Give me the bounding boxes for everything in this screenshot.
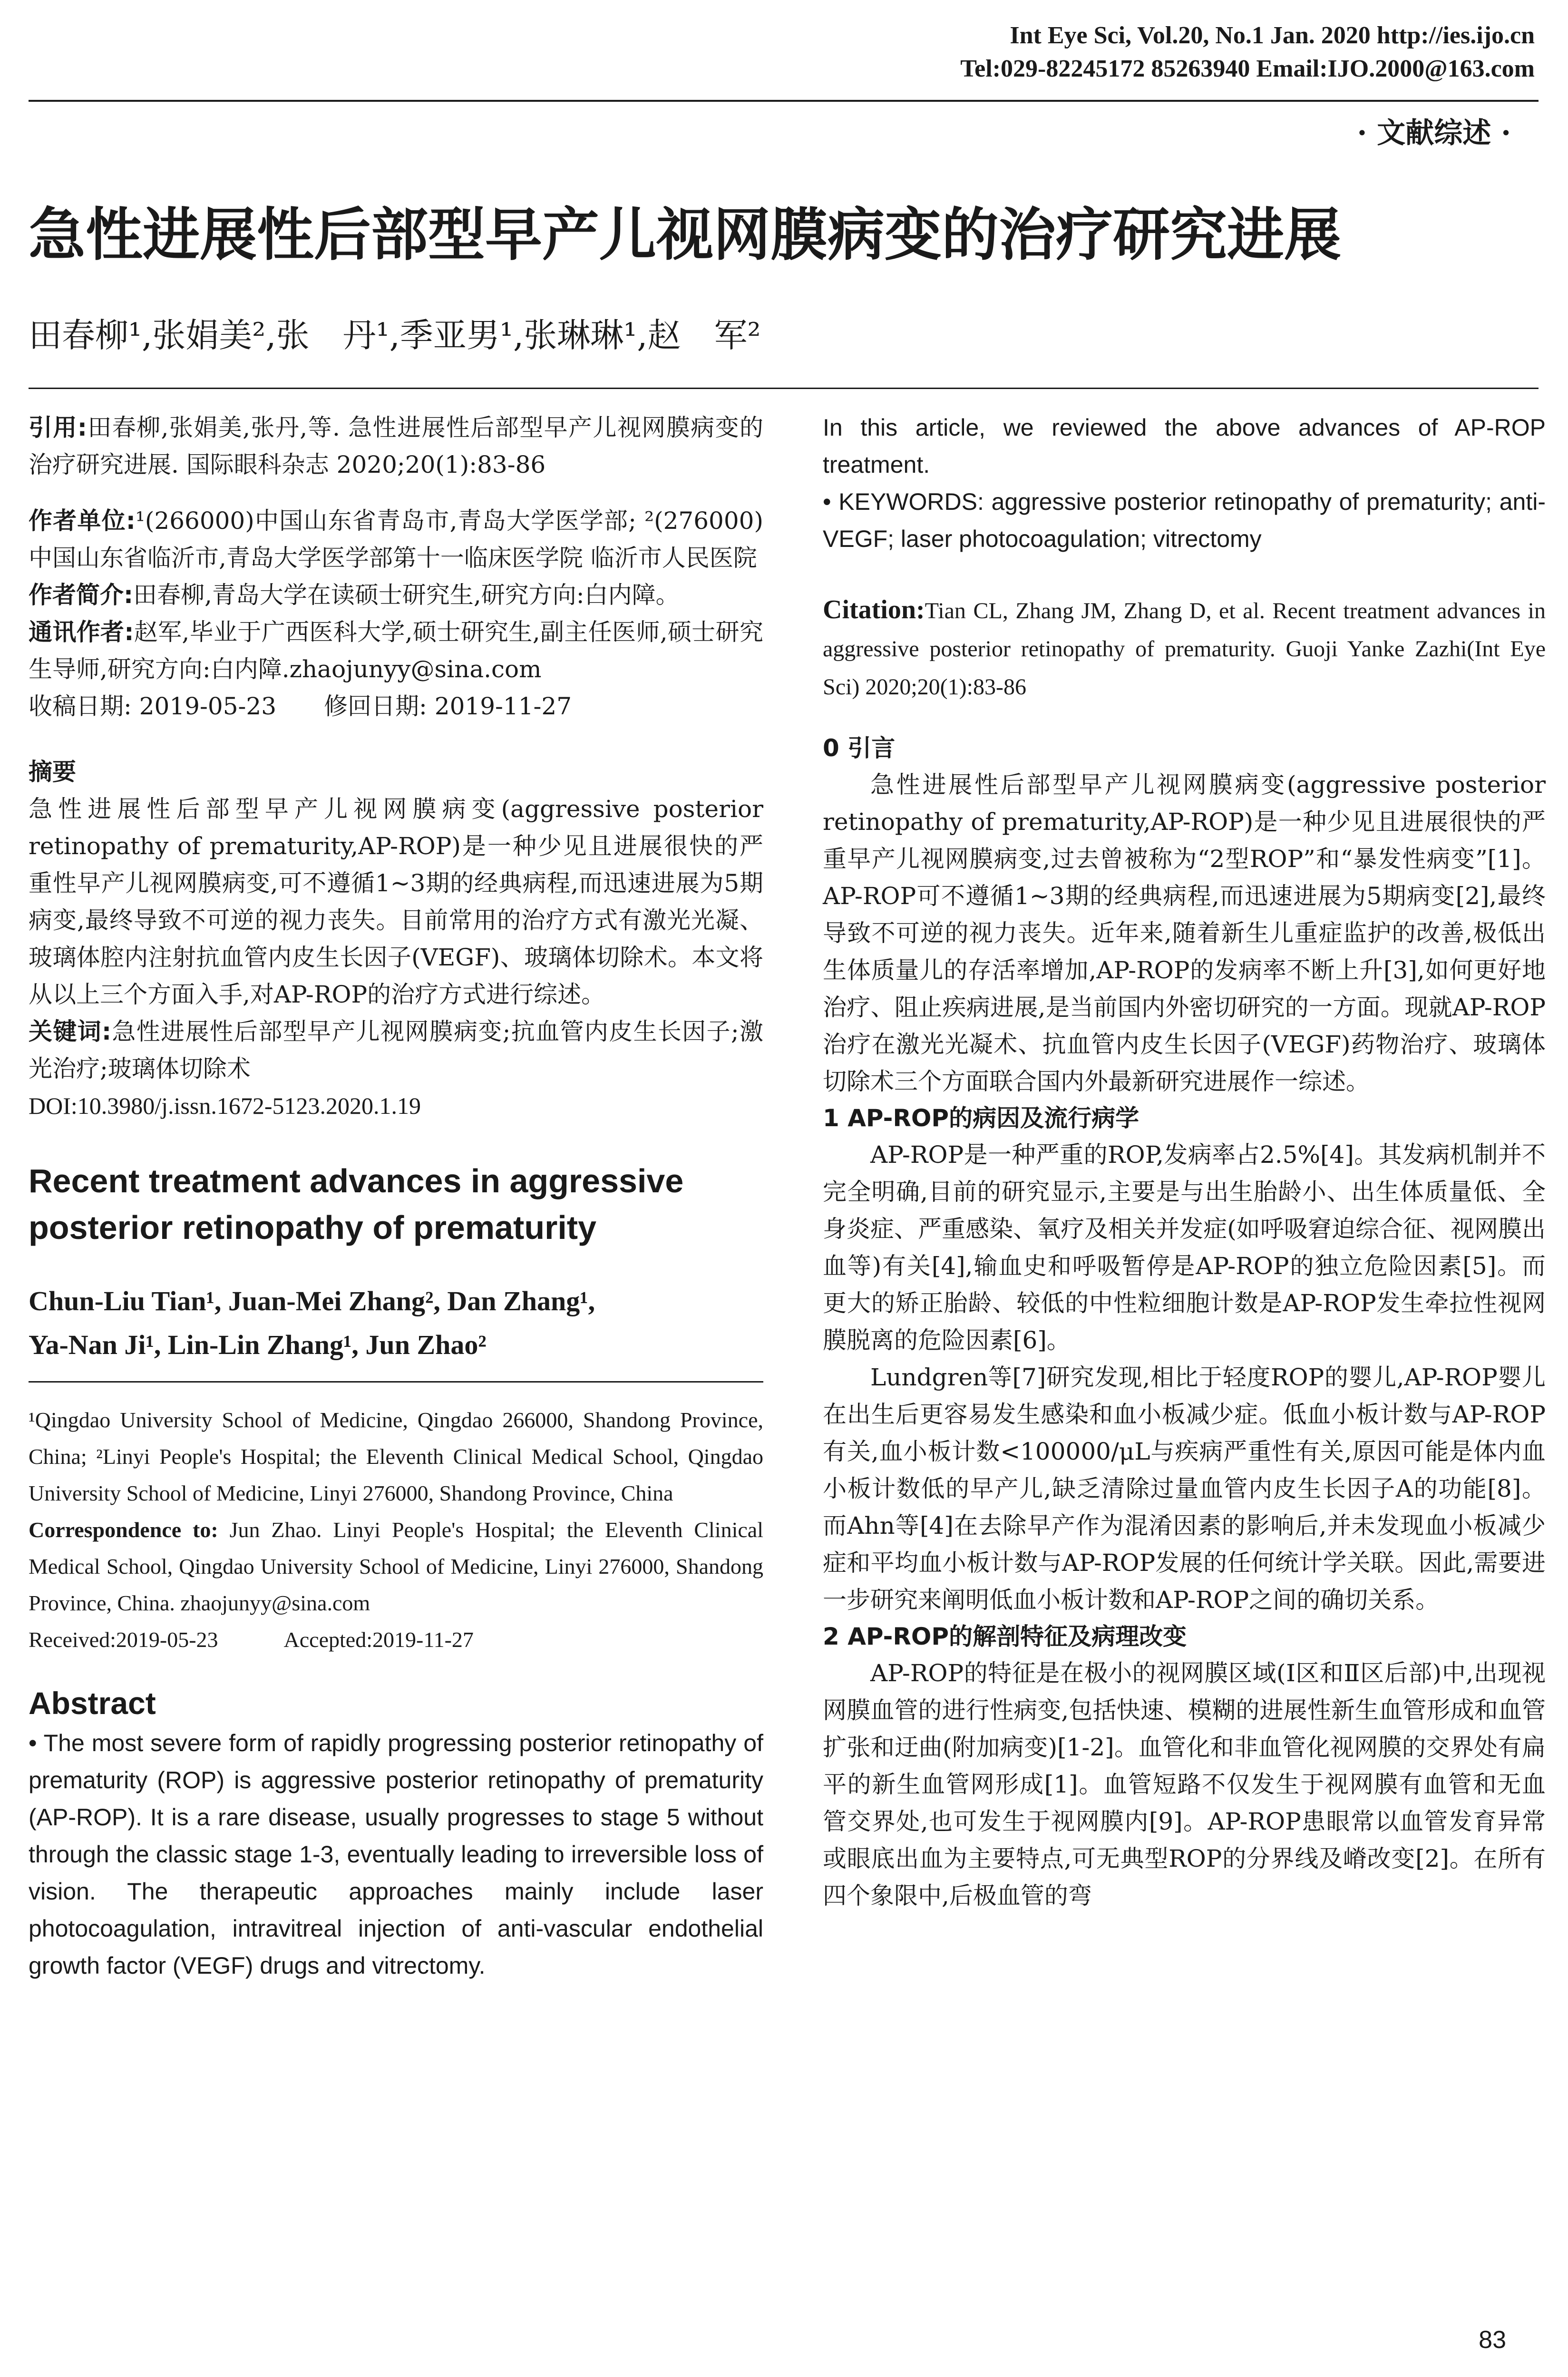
right-column: [823, 409, 1546, 1914]
page-number: 83: [1479, 2326, 1506, 2354]
affiliation-text: ¹(266000)中国山东省青岛市,青岛大学医学部; ²(276000)中国山东省临沂市,青岛大学医学部第十一临床医学院 临沂市人民医院: [29, 507, 763, 572]
title-rule: [29, 388, 1539, 389]
citation-text: 田春柳,张娟美,张丹,等. 急性进展性后部型早产儿视网膜病变的治疗研究进展. 国际眼科杂志 2020;20(1):83-86: [29, 414, 763, 478]
english-title: Recent treatment advances in aggressive posterior retinopathy of prematurity: [29, 1162, 684, 1246]
citation-en: [823, 591, 1546, 706]
corresponding-author: [29, 614, 763, 688]
journal-header-line1: Int Eye Sci, Vol.20, No.1 Jan. 2020 http://ies.ijo.cn: [1010, 22, 1535, 49]
doi: DOI:10.3980/j.issn.1672-5123.2020.1.19: [29, 1092, 421, 1119]
section-1-heading: 1 AP-ROP的病因及流行病学: [823, 1104, 1139, 1132]
author-bio: [29, 576, 763, 614]
abstract-cn: 急性进展性后部型早产儿视网膜病变(aggressive posterior retinopathy of prematurity,AP-ROP)是一种少见且进展很快的严重性早产儿视网膜病变,可不遵循1~3期的经典病程,而迅速进展为5期病变,最终导致不可逆的视力丧失。目前常用的治疗方式有激光光凝、玻璃体腔内注射抗血管内皮生长因子(VEGF)、玻璃体切除术。本文将从以上三个方面入手,对AP-ROP的治疗方式进行综述。: [29, 795, 763, 1008]
abstract-cn-heading: 摘要: [29, 758, 76, 786]
english-correspondence: [29, 1511, 763, 1621]
spacer: [29, 1251, 763, 1279]
section-1-paragraph-1: AP-ROP是一种严重的ROP,发病率占2.5%[4]。其发病机制并不完全明确,目前的研究显示,主要是与出生胎龄小、出生体质量低、全身炎症、严重感染、氧疗及相关并发症(如呼吸窘迫综合征、视网膜出血等)有关[4],输血史和呼吸暂停是AP-ROP的独立危险因素[5]。而更大的矫正胎龄、较低的中性粒细胞计数是AP-ROP发生牵拉性视网膜脱离的危险因素[6]。: [823, 1141, 1546, 1354]
citation-en-label: Citation:: [823, 595, 925, 624]
spacer: [29, 1658, 763, 1682]
spacer: [29, 725, 763, 753]
section-0-paragraph: 急性进展性后部型早产儿视网膜病变(aggressive posterior retinopathy of prematurity,AP-ROP)是一种少见且进展很快的严重早产儿视网膜病变,过去曾被称为“2型ROP”和“暴发性病变”[1]。AP-ROP可不遵循1~3期的经典病程,而迅速进展为5期病变[2],最终导致不可逆的视力丧失。近年来,随着新生儿重症监护的改善,极低出生体质量儿的存活率增加,AP-ROP的发病率不断上升[3],如何更好地治疗、阻止疾病进展,是当前国内外密切研究的一方面。现就AP-ROP治疗在激光光凝术、抗血管内皮生长因子(VEGF)药物治疗、玻璃体切除术三个方面联合国内外最新研究进展作一综述。: [823, 771, 1546, 1095]
en-corr-text: Jun Zhao. Linyi People's Hospital; the Eleventh Clinical Medical School, Qingdao University School of Medicine, Linyi 276000, Shandong Province, China. zhaojunyy@sina.com: [29, 1518, 763, 1615]
spacer: [29, 483, 763, 502]
english-dates: Received:2019-05-23 Accepted:2019-11-27: [29, 1627, 474, 1652]
english-authors-line1: Chun-Liu Tian¹, Juan-Mei Zhang², Dan Zhang¹,: [29, 1286, 595, 1316]
authors-cn: 田春柳¹,张娟美²,张 丹¹,季亚男¹,张琳琳¹,赵 军²: [29, 316, 761, 355]
section-2-paragraph-1: AP-ROP的特征是在极小的视网膜区域(Ⅰ区和Ⅱ区后部)中,出现视网膜血管的进行性病变,包括快速、模糊的进展性新生血管形成和血管扩张和迂曲(附加病变)[1-2]。血管化和非血管化视网膜的交界处有扁平的新生血管网形成[1]。血管短路不仅发生于视网膜有血管和无血管交界处,也可发生于视网膜内[9]。AP-ROP患眼常以血管发育异常或眼底出血为主要特点,可无典型ROP的分界线及嵴改变[2]。在所有四个象限中,后极血管的弯: [823, 1659, 1546, 1909]
keywords-en: • KEYWORDS: aggressive posterior retinopathy of prematurity; anti-VEGF; laser photocoagulation; vitrectomy: [823, 488, 1546, 552]
affiliation-cn: [29, 502, 763, 576]
section-tag: · 文献综述 ·: [1357, 117, 1511, 150]
citation-en-text: Tian CL, Zhang JM, Zhang D, et al. Recent treatment advances in aggressive posterior retinopathy of prematurity. Guoji Yanke Zazhi(Int Eye Sci) 2020;20(1):83-86: [823, 598, 1546, 700]
header-rule: [29, 100, 1539, 102]
bio-text: 田春柳,青岛大学在读硕士研究生,研究方向:白内障。: [133, 581, 680, 609]
spacer: [823, 706, 1546, 730]
keywords-cn-text: 急性进展性后部型早产儿视网膜病变;抗血管内皮生长因子;激光治疗;玻璃体切除术: [29, 1018, 763, 1082]
corr-label: 通讯作者:: [29, 618, 134, 646]
abstract-en: • The most severe form of rapidly progressing posterior retinopathy of prematurity (ROP) is aggressive posterior retinopathy of prematurity (AP-ROP). It is a rare disease, usually progresses to stage 5 without through the classic stage 1-3, eventually leading to irreversible loss of vision. The therapeutic approaches mainly include laser photocoagulation, intravitreal injection of anti-vascular endothelial growth factor (VEGF) drugs and vitrectomy.: [29, 1730, 763, 1979]
english-affiliation: ¹Qingdao University School of Medicine, Qingdao 266000, Shandong Province, China; ²Linyi People's Hospital; the Eleventh Clinical Medical School, Qingdao University School of Medicine, Linyi 276000, Shandong Province, China: [29, 1408, 763, 1505]
corr-text: 赵军,毕业于广西医科大学,硕士研究生,副主任医师,硕士研究生导师,研究方向:白内障.zhaojunyy@sina.com: [29, 618, 764, 683]
bio-label: 作者简介:: [29, 581, 133, 609]
keywords-cn-label: 关键词:: [29, 1018, 111, 1045]
en-corr-label: Correspondence to:: [29, 1518, 218, 1542]
affiliation-label: 作者单位:: [29, 507, 136, 535]
section-2-heading: 2 AP-ROP的解剖特征及病理改变: [823, 1623, 1187, 1650]
spacer: [29, 1124, 763, 1158]
left-column: [29, 409, 763, 1984]
citation-label: 引用:: [29, 414, 87, 441]
abstract-en-continued: In this article, we reviewed the above advances of AP-ROP treatment.: [823, 414, 1546, 478]
abstract-en-heading: Abstract: [29, 1685, 156, 1721]
dates-cn: 收稿日期: 2019-05-23 修回日期: 2019-11-27: [29, 692, 572, 720]
affiliation-rule: [29, 1381, 763, 1383]
citation-cn: [29, 409, 763, 483]
section-1-paragraph-2: Lundgren等[7]研究发现,相比于轻度ROP的婴儿,AP-ROP婴儿在出生后更容易发生感染和血小板减少症。低血小板计数与AP-ROP有关,血小板计数<100000/μL与疾病严重性有关,原因可能是体内血小板计数低的早产儿,缺乏清除过量血管内皮生长因子A的功能[8]。而Ahn等[4]在去除早产作为混淆因素的影响后,并未发现血小板减少症和平均血小板计数与AP-ROP发展的任何统计学关联。因此,需要进一步研究来阐明低血小板计数和AP-ROP之间的确切关系。: [823, 1364, 1546, 1614]
english-authors-line2: Ya-Nan Ji¹, Lin-Lin Zhang¹, Jun Zhao²: [29, 1329, 487, 1360]
spacer: [823, 557, 1546, 591]
section-0-heading: 0 引言: [823, 734, 896, 762]
keywords-cn: [29, 1013, 763, 1087]
page-title: 急性进展性后部型早产儿视网膜病变的治疗研究进展: [29, 202, 1341, 268]
journal-header-line2: Tel:029-82245172 85263940 Email:IJO.2000@163.com: [960, 55, 1535, 82]
